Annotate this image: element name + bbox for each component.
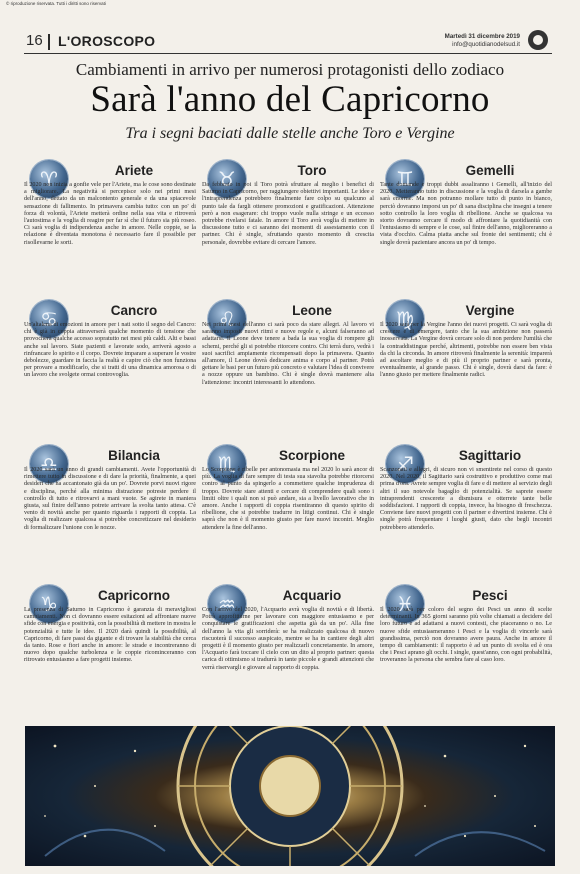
aries-icon: ♈ [30,160,68,198]
sign-name: Bilancia [108,448,160,463]
page-number: 16 [26,32,43,49]
sign-name: Leone [292,303,332,318]
sign-card-cancro [24,300,196,440]
sign-card-leone [202,300,374,440]
sign-text: Tante domande e troppi dubbi assaliranno i Gemelli, all'inizio del 2020. Metteranno tutto in discussione e la voglia di darsela a gambe sarà enorme. Ma non potranno mollare tutto di punto in bianco, perciò dovranno imporsi un po' di sana disciplina che insegni a tenere sotto controllo la loro voglia di ribellione. Anche se qualcosa va storto dovranno cercare il modo di affrontare la quotidianità con l'entusiasmo di sempre e le cose, sul finire dell'anno, miglioreranno a vista d'occhio. Calma piatta anche sul fronte dei sentimenti; chi è single dovrà pazientare ancora un po' di tempo. [380,182,552,246]
sign-name: Vergine [465,303,515,318]
sign-card-scorpione [202,445,374,585]
sign-text: Il 2020 sarà un anno di grandi cambiamenti. Avete l'opportunità di rimettere tutto in discussione e di dare la priorità, finalmente, a quei desideri che ha accantonato già da un po'. Dovrete porvi nuovi rigore e disciplina, perché alla minima distrazione potreste perdere il controllo di tutto e ritrovarvi a mani vuote. Se agirete in maniera giusta, sul finire dell'anno potrete arrivare la svolta tanto attesa. C'è vento di novità anche per quanto riguarda i rapporti di coppia. La voglia di realizzare qualcosa si potrebbe concretizzare nel desiderio di formalizzare l'unione con le nozze. [24,467,196,531]
newspaper-logo-icon [528,30,548,50]
sign-card-pesci [380,585,552,720]
header-rule [24,53,552,54]
aquarius-icon: ♒ [208,585,246,623]
dateline [445,33,520,49]
header-divider [48,34,50,50]
leo-icon: ♌ [208,300,246,338]
pisces-icon: ♓ [386,585,424,623]
copyright-note: © riproduzione riservata. Tutti i diritti sono riservati [6,1,106,6]
sign-text: Il 2020 sarà per coloro del segno dei Pesci un anno di scelte determinanti. In 365 giorni saranno più volte chiamati a decidere del loro futuro e ad adattarsi a nuovi contesti, che piaceranno o no. Le nuove sfide entusiasmeranno i Pesci e la voglia di vincerle sarà grandissima, perciò non dovranno avere paura. Anche in amore il tempo di cambiamenti: il rapporto è ad un punto di svolta ed è ora che i Pesci aprano gli occhi. I single, quest'anno, con ogni probabilità, troveranno la persona che sembra fare al caso loro. [380,607,552,664]
sign-name: Gemelli [465,163,515,178]
sign-name: Scorpione [278,448,345,463]
cancer-icon: ♋ [30,300,68,338]
sign-name: Toro [297,163,327,178]
sign-name: Sagittario [458,448,522,463]
sign-text: Con l'arrivo del 2020, l'Acquario avrà voglia di novità e di libertà. Potrà approfittarne per lavorare con maggiore entusiasmo e per conquistare le gratificazioni che aspetta già da un po'. Alla fine dell'anno la vita gli sorriderà: se ha realizzato qualcosa di nuovo riscuoterà il successo auspicato, mentre se ha in cantiere degli altri progetti è il momento giusto per realizzarli concretamente. In amore, l'Acquario farà toccare il cielo con un dito al proprio partner: questa carica di ottimismo si tradurrà in tante piccole e grandi attenzioni che verrà riservargli e giovare al rapporto di coppia. [202,607,374,671]
sign-text: Il 2020 sarà per la Vergine l'anno dei nuovi progetti. Ci sarà voglia di crescere e di emergere, tanto che la sua ambizione non passerà inosservata. La Vergine dovrà cercare solo di non perdere l'umiltà che la contraddistingue perché, altrimenti, potrebbe non essere ben vista da chi la circonda. In amore ritroverà finalmente la serenità: imparerà ad ascoltare meglio e di più il proprio partner e sarà pronta, eventualmente, al grande passo. Chi è single, dovrà darsi da fare: è l'anno giusto per mettere finalmente radici. [380,322,552,379]
scorpio-icon: ♏ [208,445,246,483]
taurus-icon: ♉ [208,160,246,198]
sign-card-ariete [24,160,196,300]
headline: Sarà l'anno del Capricorno [90,79,490,120]
section-title: L'OROSCOPO [58,33,156,49]
subheadline: Tra i segni baciati dalle stelle anche Toro e Vergine [125,125,455,142]
capricorn-icon: ♑ [30,585,68,623]
sign-text: La presenza di Saturno in Capricorno è garanzia di meravigliosi cambiamenti. Non ci dovranno essere esitazioni ad affrontare nuove sfide con energia e positività, con la possibilità di mettere in mostra le potenzialità e tutte le idee. Il 2020 darà quindi la possibilità, al Capricorno, di fare passi da gigante e di trovare la stabilità che cerca da tanto. Rose e fiori anche in amore: le strade e incontreranno di nuovo dopo qualche turbolenza e le coppie ricominceranno con ritrovato entusiasmo a fare progetti insieme. [24,607,196,664]
sign-text: Il 2020 non inizia a gonfie vele per l'Ariete, ma le cose sono destinate a migliorare. La negatività si percepisce solo nei primi mesi dell'anno, dettato da un malcontento generale e da una spiacevole sensazione di fallimento. In primavera cambia tutto: con un po' di forza di volontà, l'Ariete metterà ordine nella sua vita e ritroverà l'autostima e la voglia di reagire per far sì che il futuro sia più roseo. Ci sarà voglia di indipendenza anche in amore. Nelle coppie, se la relazione è diventata monotona è necessario fare il possibile per risollevarne le sorti. [24,182,196,246]
issue-date: Martedì 31 dicembre 2019 [444,33,520,40]
sagittarius-icon: ♐ [386,445,424,483]
sign-name: Ariete [114,163,154,178]
sign-name: Pesci [472,588,508,603]
sign-card-sagittario [380,445,552,585]
sign-card-toro [202,160,374,300]
starfield-decoration [25,726,555,866]
sign-text: Un'altalena di emozioni in amore per i nati sotto il segno del Cancro: chi è già in coppia attraverserà qualche momento di tensione che provocherà qualche accesso sopratutto nei mesi più caldi. Alti e bassi anche sul lavoro. Siate pazienti e lavorate sodo, arriverà agosto a rinfrancare lo spirito e il corpo. Dovrete imparare a superare le vostre debolezze, guardare in faccia la realtà e capire ciò che non funziona per provare a modificarlo, che si tratti di una dinamica amorosa o di un lavoro che svolgete ormai controvoglia. [24,322,196,379]
sign-card-acquario [202,585,374,720]
sign-text: Nei primi mesi dell'anno ci sarà poco da stare allegri. Al lavoro vi saranno imposti nuovi ritmi e nuove regole e, alcuni falseranno ad adattarsi. Il Leone deve tenere a bada la sua voglia di rompere gli schemi, perché gli si potrebbe ritorcere contro. Chi terrà duro, vedrà i suoi sacrifici ampiamente ricompensati dopo la primavera. Quanto all'amore, il Leone dovrà dedicare anima e corpo al partner. Potrà gettare le basi per un futuro più concreto e valutare l'idea di convivere a nozze oppure un bambino. Chi è single dovrà mantenere alta l'attenzione: incontri interessanti lo attendono. [202,322,374,386]
libra-icon: ♎ [30,445,68,483]
sign-name: Cancro [110,303,158,318]
sign-name: Acquario [282,588,342,603]
sign-text: Lo Scorpione è ribelle per antonomasia ma nel 2020 lo sarà ancor di più. La voglia di fare sempre di testa sua stavolta potrebbe ritorcersi contro al punto da spingerlo a commettere qualche imprudenza di troppo. Dovrete stare attenti e cercare di comprendere quali sono i limiti oltre i quali non si può andare, sia a livello lavorativo che in amore. Anche i rapporti di coppia risentiranno di questo spirito di ribellione, che si potrebbe tradurre in litigi continui. Chi è single saprà che non è il momento giusto per fare nuovi incontri. Meglio attendere la fine dell'anno. [202,467,374,531]
virgo-icon: ♍ [386,300,424,338]
gemini-icon: ♊ [386,160,424,198]
sign-card-bilancia [24,445,196,585]
kicker: Cambiamenti in arrivo per numerosi protagonisti dello zodiaco [75,60,505,79]
sign-card-gemelli [380,160,552,300]
sign-name: Capricorno [97,588,170,603]
contact-email: info@quotidianodelsud.it [452,41,520,48]
zodiac-banner-image [25,726,555,866]
sign-card-vergine [380,300,552,440]
sign-card-capricorno [24,585,196,720]
sign-text: Scanzonati e allegri, di sicuro non vi smentirete nel corso di questo 2020. Nel 2020, il Sagittario sarà costruttivo e produttivo come mai prima d'ora. Avrete sempre voglia di fare e di mettere al servizio degli altri il suo notevole bagaglio di potenzialità. Se saprete essere intraprendenti crescerete a dismisura e otterrete tante belle soddisfazioni. I rapporti di coppia, invece, ha bisogno di freschezza. Conviene fare nuovi progetti con il partner e divertirsi insieme. Chi è single potrà frequentare i luoghi giusti, dato che begli incontri potrebbero attenderlo. [380,467,552,531]
sign-text: Da febbraio in poi il Toro potrà sfruttare al meglio i benefici di Saturno in Capricorno, per raggiungere obiettivi importanti. Le idee e l'intraprendenza potrebbero finalmente fare colpo su qualcuno al punto tale da fargli ottenere promozioni e gratificazioni. Attenzione però a non esagerare: chi troppo vuole nulla stringe e un eccesso potrebbe rivelarsi fatale. In amore il Toro avrà voglia di mettere in discussione tutto e ci saranno dei momenti di assestamento con il partner. Chi è single, sfruttando questo momento di crescita personale, dovrebbe evitare di cercare l'amore. [202,182,374,246]
page-header [24,30,552,52]
